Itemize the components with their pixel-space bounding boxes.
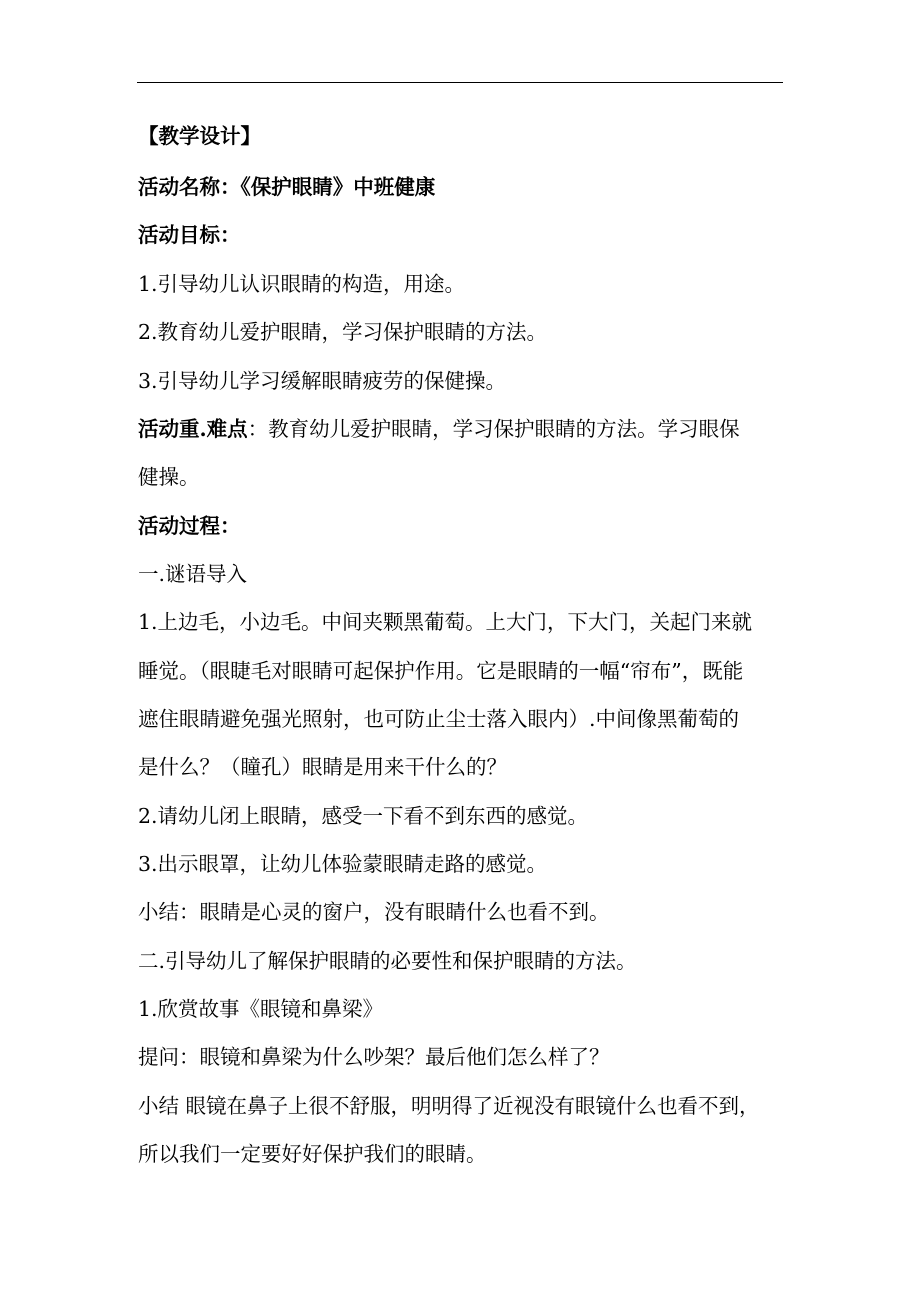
activity-name [138, 174, 435, 200]
process-line: 3.出示眼罩，让幼儿体验蒙眼睛走路的感觉。 [138, 852, 548, 876]
process-line: 1.欣赏故事《眼镜和鼻梁》 [138, 997, 384, 1021]
activity-name-label: 活动名称： [138, 175, 241, 199]
summary-1: 小结：眼睛是心灵的窗户，没有眼睛什么也看不到。 [138, 900, 610, 924]
question-line: 提问：眼镜和鼻梁为什么吵架？最后他们怎么样了？ [138, 1045, 610, 1069]
key-points-text: ：教育幼儿爱护眼睛，学习保护眼睛的方法。学习眼保 [247, 417, 740, 441]
process-label: 活动过程： [138, 514, 241, 538]
key-points [138, 416, 740, 442]
summary-2: 小结 眼镜在鼻子上很不舒服，明明得了近视没有眼镜什么也看不到， [138, 1094, 760, 1118]
key-points-continuation: 健操。 [138, 465, 200, 489]
activity-name-value: 《保护眼睛》中班健康 [240, 175, 436, 199]
header-rule [137, 82, 783, 83]
process-line: 是什么？（瞳孔）眼睛是用来干什么的？ [138, 755, 507, 779]
summary-2-continuation: 所以我们一定要好好保护我们的眼睛。 [138, 1142, 487, 1166]
process-heading-1: 一.谜语导入 [138, 562, 248, 586]
goal-item-2: 2.教育幼儿爱护眼睛，学习保护眼睛的方法。 [138, 320, 548, 344]
key-points-label: 活动重.难点 [138, 417, 248, 441]
process-line: 睡觉。（眼睫毛对眼睛可起保护作用。它是眼睛的一幅“帘布”，既能 [138, 659, 744, 683]
goals-label: 活动目标： [138, 223, 241, 247]
process-line: 遮住眼睛避免强光照射，也可防止尘士落入眼内）.中间像黑葡萄的 [138, 707, 740, 731]
process-heading-2: 二.引导幼儿了解保护眼睛的必要性和保护眼睛的方法。 [138, 949, 637, 973]
section-header: 【教学设计】 [138, 124, 261, 148]
goal-item-1: 1.引导幼儿认识眼睛的构造，用途。 [138, 272, 466, 296]
goal-item-3: 3.引导幼儿学习缓解眼睛疲劳的保健操。 [138, 369, 507, 393]
process-line: 1.上边毛，小边毛。中间夹颗黑葡萄。上大门，下大门，关起门来就 [138, 610, 753, 634]
process-line: 2.请幼儿闭上眼睛，感受一下看不到东西的感觉。 [138, 804, 589, 828]
